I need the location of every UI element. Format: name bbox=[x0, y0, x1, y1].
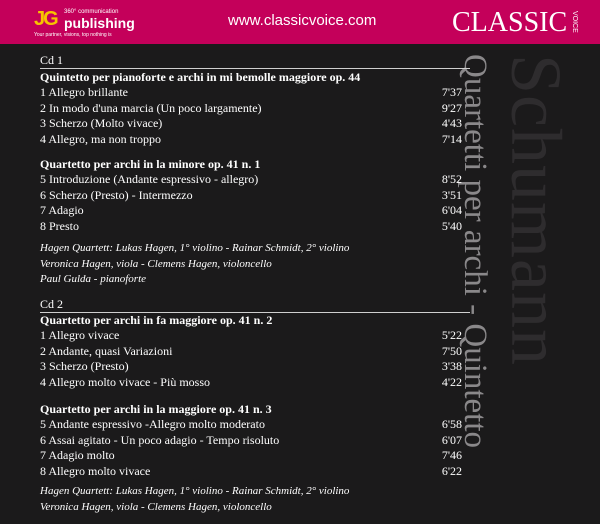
track-row: 7 Adagio molto 7'46 bbox=[40, 448, 462, 462]
track-row: 1 Allegro brillante 7'37 bbox=[40, 85, 462, 99]
publisher-logo[interactable] bbox=[34, 8, 144, 38]
work-title: Quartetto per archi in la minore op. 41 n. 1 bbox=[40, 157, 261, 171]
cd2-work-1 bbox=[40, 313, 462, 390]
track-row: 6 Scherzo (Presto) - Intermezzo 3'51 bbox=[40, 187, 462, 202]
track-row: 2 Andante, quasi Variazioni 7'50 bbox=[40, 343, 462, 358]
track-row: 8 Presto 5'40 bbox=[40, 218, 462, 233]
track-row: 1 Allegro vivace 5'22 bbox=[40, 328, 462, 342]
track-row: 3 Scherzo (Presto) 3'38 bbox=[40, 359, 462, 373]
track-row: 5 Andante espressivo -Allegro molto moderato 6'58 bbox=[40, 417, 462, 431]
brand-logo: CLASSIC bbox=[452, 7, 568, 38]
work-title: Quartetto per archi in fa maggiore op. 41 n. 2 bbox=[40, 313, 273, 327]
track-row: 4 Allegro, ma non troppo 7'14 bbox=[40, 131, 462, 146]
website-link[interactable]: www.classicvoice.com bbox=[228, 12, 377, 29]
album-subtitle: Quartetti per archi - Quintetto bbox=[457, 54, 493, 449]
cd1-performers bbox=[40, 241, 349, 288]
header-bar bbox=[0, 0, 600, 44]
track-row: 6 Assai agitato - Un poco adagio - Tempo risoluto 6'07 bbox=[40, 432, 462, 447]
composer-name: Schumann bbox=[496, 54, 576, 366]
logo-tagline: Your partner, visions, top nothing is bbox=[34, 32, 112, 38]
cd2-work-2 bbox=[40, 402, 462, 479]
work-title: Quartetto per archi in la maggiore op. 41 n. 3 bbox=[40, 402, 272, 416]
track-row: 8 Allegro molto vivace 6'22 bbox=[40, 463, 462, 478]
track-row: 3 Scherzo (Molto vivace) 4'43 bbox=[40, 116, 462, 130]
cd2-performers bbox=[40, 484, 349, 515]
performer-line: Veronica Hagen, viola - Clemens Hagen, violoncello bbox=[40, 257, 272, 270]
brand-sub: VOICE bbox=[571, 11, 578, 33]
logo-mark: JG bbox=[34, 8, 57, 30]
track-row: 5 Introduzione (Andante espressivo - allegro) 8'52 bbox=[40, 172, 462, 186]
performer-line: Hagen Quartett: Lukas Hagen, 1° violino - Rainar Schmidt, 2° violino bbox=[40, 242, 350, 254]
cd1-heading: Cd 1 bbox=[40, 53, 470, 69]
performer-line: Hagen Quartett: Lukas Hagen, 1° violino - Rainar Schmidt, 2° violino bbox=[40, 485, 350, 497]
cd1-work-2 bbox=[40, 157, 462, 234]
cd1-work-1 bbox=[40, 70, 462, 147]
performer-line: Paul Gulda - pianoforte bbox=[40, 273, 147, 285]
logo-small-text: 360° communication bbox=[64, 9, 119, 15]
work-title: Quintetto per pianoforte e archi in mi bemolle maggiore op. 44 bbox=[40, 70, 361, 84]
performer-line: Veronica Hagen, viola - Clemens Hagen, violoncello bbox=[40, 500, 272, 513]
logo-name: publishing bbox=[64, 15, 135, 31]
track-row: 7 Adagio 6'04 bbox=[40, 203, 462, 217]
track-row: 4 Allegro molto vivace - Più mosso 4'22 bbox=[40, 374, 462, 389]
cd2-heading: Cd 2 bbox=[40, 297, 470, 313]
track-row: 2 In modo d'una marcia (Un poco largamente) 9'27 bbox=[40, 100, 462, 115]
